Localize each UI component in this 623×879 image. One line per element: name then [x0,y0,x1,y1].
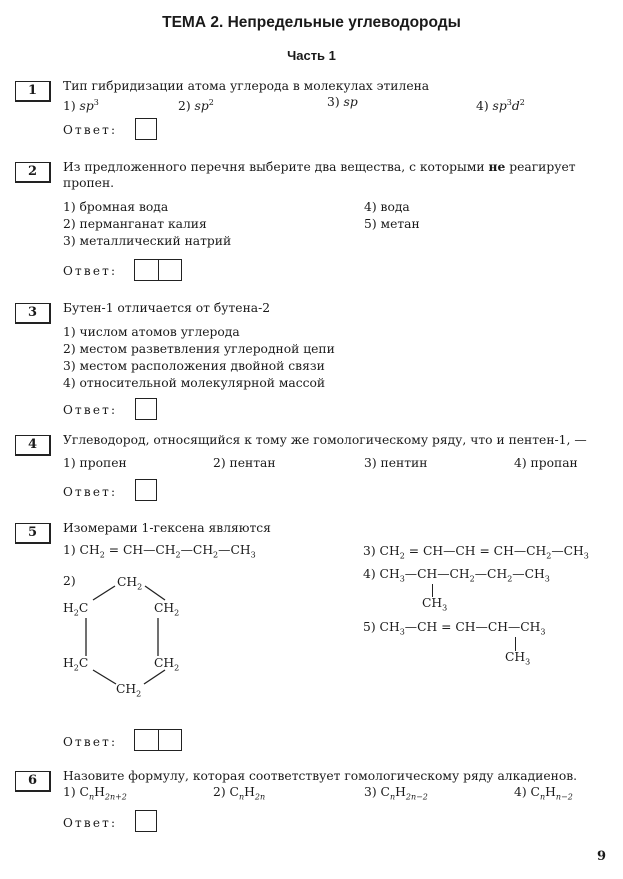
atom: CH [122,543,144,557]
bond: — [404,620,418,634]
page-title: ТЕМА 2. Непредельные углеводороды [162,14,461,31]
subscript: 3 [583,551,589,561]
atom: CH [155,543,176,557]
q6-option-4[interactable] [514,785,573,801]
q5-option-1[interactable] [63,543,256,559]
part-heading: Часть 1 [287,48,336,63]
subscript: 3 [250,550,256,560]
subscript: n [389,792,396,802]
atom: C [78,656,89,670]
atom: C [380,785,390,799]
bond: — [474,567,488,581]
answer-label: Ответ: [63,735,118,749]
atom: CH [520,620,541,634]
bond-line [145,586,165,600]
option-sup: 3 [93,98,99,107]
subscript: 3 [399,574,405,584]
question-number-4: 4 [15,435,51,456]
answer-label: Ответ: [63,485,118,499]
atom: CH [455,544,476,558]
q3-option-3[interactable]: 3) местом расположения двойной связи [63,359,325,373]
double-bond: = [408,544,420,558]
bond: — [218,543,231,557]
subscript: 2 [174,608,180,618]
subscript: 3 [525,657,531,667]
atom: CH [79,543,100,557]
bond: — [437,567,450,581]
q1-option-4[interactable] [476,94,525,115]
answer-cell-1[interactable] [135,730,159,750]
answer-box-q6[interactable] [135,810,157,832]
option-num: 5) [363,620,376,634]
atom: CH [487,567,508,581]
page-number: 9 [597,849,607,864]
subscript: 2 [137,582,143,592]
question-2-text-line2: пропен. [63,176,115,190]
q1-option-1[interactable] [63,94,99,115]
atom: CH [192,543,214,557]
subscript: n [539,792,546,802]
q3-option-1[interactable]: 1) числом атомов углерода [63,325,240,339]
question-1-text: Тип гибридизации атома углерода в молекулах этилена [63,79,430,93]
q3-option-2[interactable]: 2) местом разветвления углеродной цепи [63,342,335,356]
ring-atom-bottom [116,682,141,698]
text: реагирует [505,160,576,174]
atom: C [530,785,540,799]
answer-box-q2[interactable] [134,259,182,281]
atom: CH [505,650,526,664]
q4-option-3[interactable]: 3) пентин [364,456,428,470]
atom: C [79,785,89,799]
atom: CH [417,620,438,634]
option-base: sp [79,99,94,114]
subscript: 3 [540,627,546,637]
atom: H [244,785,255,799]
question-5-text: Изомерами 1-гексена являются [63,521,271,535]
ring-atom-top-left [63,601,88,617]
q2-option-1[interactable]: 1) бромная вода [63,200,169,214]
bond-line [93,586,115,600]
atom: CH [449,567,470,581]
atom: H [395,785,406,799]
atom: CH [379,620,400,634]
q5-option-3[interactable] [363,544,589,560]
q4-option-2[interactable]: 2) пентан [213,456,276,470]
question-number-1: 1 [15,81,51,102]
atom: CH [493,544,514,558]
bond: — [507,620,521,634]
atom: CH [230,543,251,557]
q5-option-5[interactable] [363,620,545,636]
subscript: 2n [254,792,266,802]
subscript: 2 [136,689,142,699]
atom: CH [422,596,443,610]
subscript: 2 [99,550,105,560]
q6-option-3[interactable] [364,785,428,801]
question-2-text-line1 [63,158,576,176]
bond: — [180,543,193,557]
atom: CH [154,601,175,615]
answer-box-q1[interactable] [135,118,157,140]
option-num: 4) [514,785,527,799]
option-sup: 3 [506,98,512,107]
bond-line [93,670,116,684]
atom: C [229,785,239,799]
ring-atom-bottom-left [63,656,88,672]
subscript: 2 [175,550,181,560]
double-bond: = [479,544,490,558]
q6-option-2[interactable] [213,785,265,801]
q4-option-4[interactable]: 4) пропан [514,456,578,470]
bond: — [512,567,525,581]
subscript: 2 [174,663,180,673]
answer-cell-2[interactable] [159,730,182,750]
option-base: sp [194,99,209,114]
question-number-2: 2 [15,162,51,183]
answer-cell-2[interactable] [159,260,182,280]
methyl-branch-q5-4 [422,596,447,612]
subscript: n−2 [555,792,573,802]
question-6-text: Назовите формулу, которая соответствует гомологическому ряду алкадиенов. [63,769,578,783]
subscript: 2 [469,574,475,584]
subscript: 2 [213,550,219,560]
q3-option-4[interactable]: 4) относительной молекулярной массой [63,376,326,390]
question-number-6: 6 [15,771,51,792]
answer-label: Ответ: [63,264,118,278]
q6-option-1[interactable] [63,785,127,801]
option-num: 3) [363,544,376,558]
question-number-5: 5 [15,523,51,544]
option-base2: d [511,99,520,114]
text: Из предложенного перечня выберите два вещества, с которыми [63,160,489,174]
atom: CH [417,567,438,581]
atom: H [94,785,105,799]
option-num: 4) [363,567,376,581]
double-bond: = [441,620,452,634]
q2-option-4[interactable]: 4) вода [364,200,410,214]
subscript: 2 [546,551,552,561]
option-sup2: 2 [519,98,525,107]
answer-label: Ответ: [63,403,118,417]
q2-option-3[interactable]: 3) металлический натрий [63,234,232,248]
bond: — [143,543,156,557]
option-base: sp [343,95,358,109]
q1-option-3[interactable] [327,94,358,111]
bond: — [443,544,456,558]
answer-label: Ответ: [63,123,118,137]
subscript: n [238,792,245,802]
question-3-text: Бутен-1 отличается от бутена-2 [63,301,271,315]
subscript: 3 [442,603,448,613]
subscript: 2 [73,663,79,673]
subscript: 2n+2 [104,792,127,802]
option-sup: 2 [208,98,214,107]
atom: CH [422,544,444,558]
atom: H [63,601,74,615]
branch-bond [515,637,516,651]
subscript: 2 [507,574,513,584]
bond: — [513,544,527,558]
atom: CH [116,682,137,696]
atom: H [545,785,556,799]
q1-option-2[interactable] [178,94,214,115]
question-4-text: Углеводород, относящийся к тому же гомологическому ряду, что и пентен-1, — [63,433,587,447]
option-num: 1) [63,99,76,114]
answer-box-q3[interactable] [135,398,157,420]
double-bond: = [108,543,120,557]
ring-atom-top-right [154,601,179,617]
subscript: 3 [399,627,405,637]
bond: — [551,544,564,558]
answer-label: Ответ: [63,816,118,830]
atom: CH [379,544,400,558]
subscript: n [88,792,95,802]
option-num: 4) [476,99,489,114]
subscript: 3 [544,574,550,584]
option-num: 3) [327,95,340,109]
option-base: sp [492,99,507,114]
option-num: 2) [213,785,226,799]
atom: CH [455,620,476,634]
atom: CH [379,567,400,581]
atom: C [78,601,89,615]
option-num: 2) [178,99,191,114]
methyl-branch-q5-5 [505,650,530,666]
ring-atom-bottom-right [154,656,179,672]
answer-box-q5[interactable] [134,729,182,751]
atom: CH [526,544,547,558]
subscript: 2 [73,608,79,618]
option-num: 1) [63,785,76,799]
emphasis-not: не [488,159,506,174]
atom: CH [487,620,508,634]
option-num: 3) [364,785,377,799]
q5-option-4[interactable] [363,567,550,583]
q2-option-5[interactable]: 5) метан [364,217,420,231]
q4-option-1[interactable]: 1) пропен [63,456,127,470]
question-number-3: 3 [15,303,51,324]
subscript: 2 [399,551,405,561]
atom: CH [563,544,584,558]
answer-box-q4[interactable] [135,479,157,501]
atom: CH [154,656,175,670]
ring-atom-top [117,575,142,591]
answer-cell-1[interactable] [135,260,159,280]
option-num: 1) [63,543,76,557]
q5-option-2-label[interactable]: 2) [63,574,76,588]
subscript: 2n−2 [405,792,428,802]
bond: — [404,567,418,581]
bond: — [475,620,488,634]
q2-option-2[interactable]: 2) перманганат калия [63,217,207,231]
atom: H [63,656,74,670]
atom: CH [117,575,138,589]
atom: CH [524,567,545,581]
